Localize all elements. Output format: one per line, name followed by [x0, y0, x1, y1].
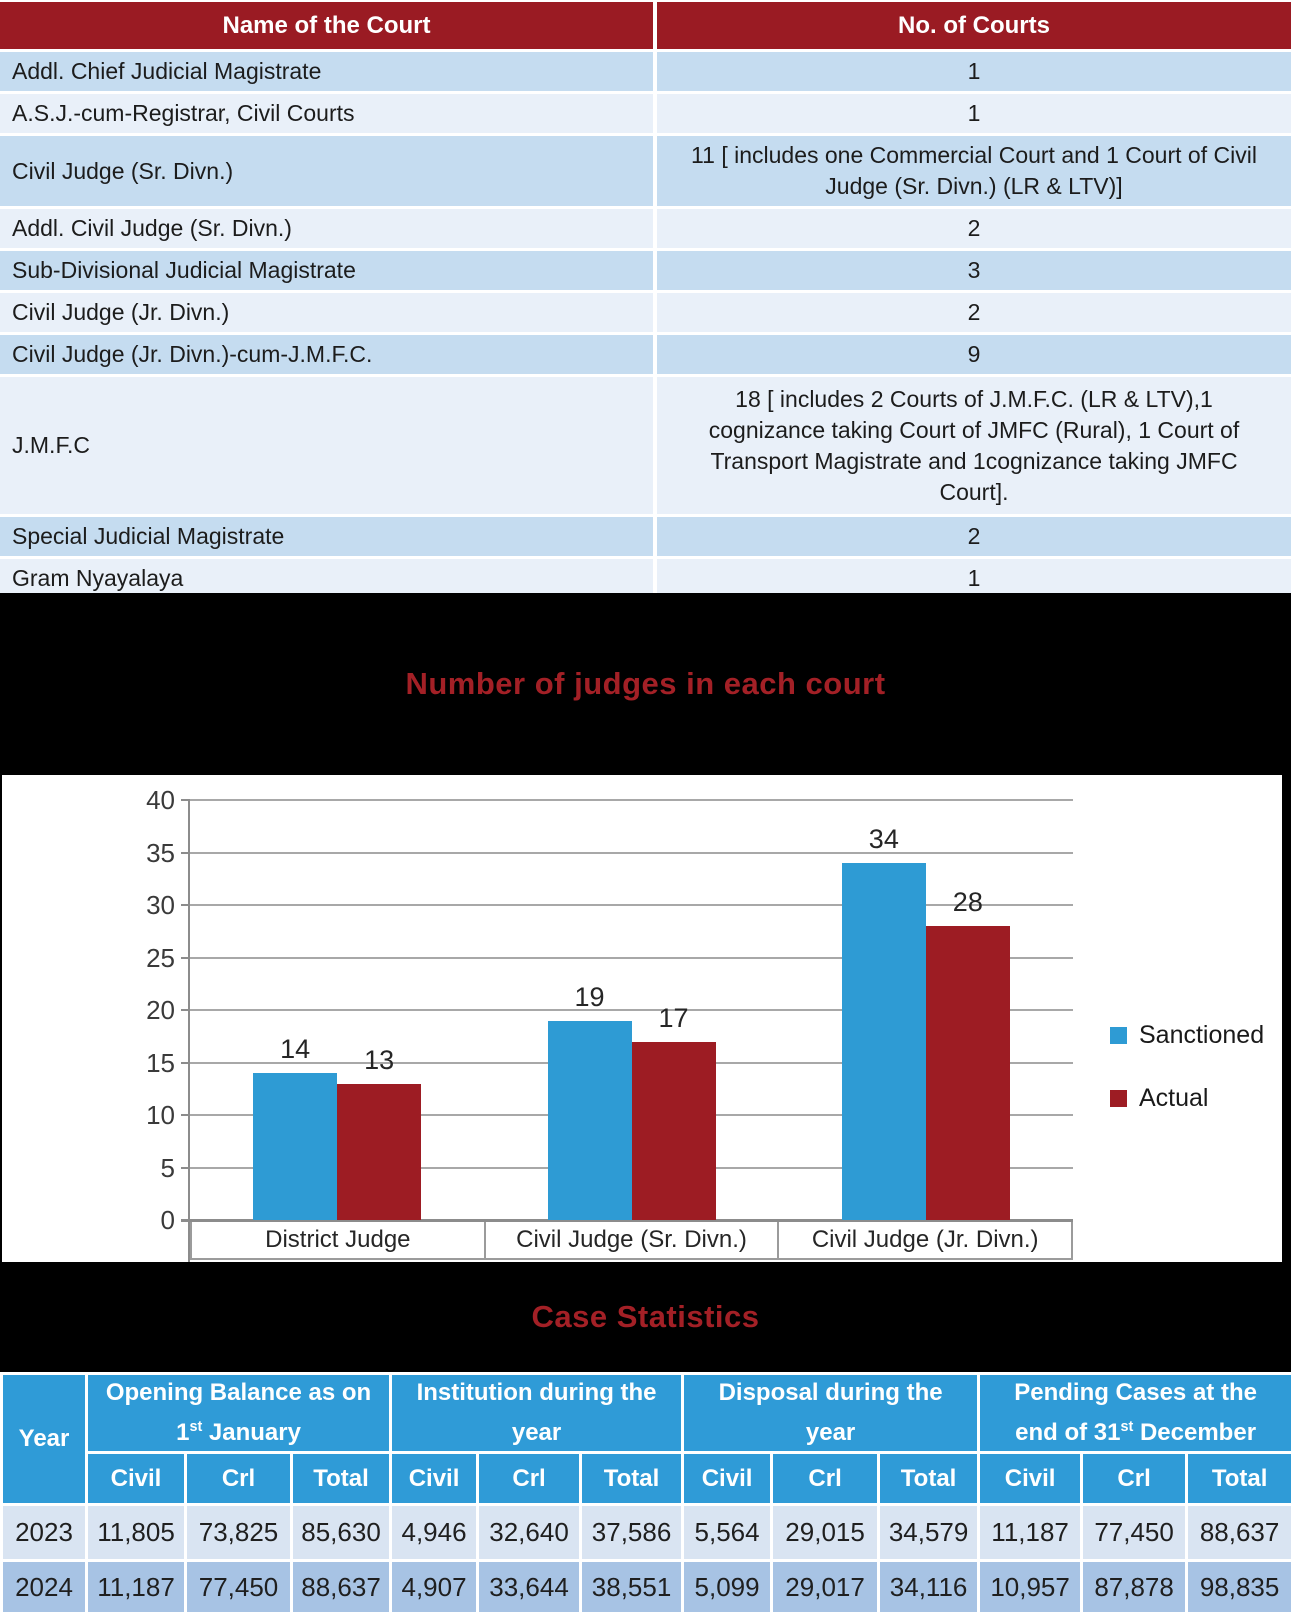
y-axis-tick-label: 30 [113, 890, 175, 920]
table-row [0, 208, 1291, 250]
table-row [0, 516, 1291, 558]
value-cell: 33,644 [478, 1561, 581, 1614]
court-name-cell: A.S.J.-cum-Registrar, Civil Courts [0, 93, 655, 135]
value-cell: 4,946 [391, 1505, 478, 1561]
value-cell: 88,637 [292, 1561, 391, 1614]
legend-swatch-icon [1110, 1090, 1127, 1107]
y-axis-tick-label: 25 [113, 943, 175, 973]
court-name-cell: Addl. Chief Judicial Magistrate [0, 51, 655, 93]
court-name-cell: Civil Judge (Jr. Divn.)-cum-J.M.F.C. [0, 334, 655, 376]
y-axis-tick-label: 35 [113, 838, 175, 868]
table-row [0, 292, 1291, 334]
court-count-cell: 2 [655, 516, 1291, 558]
gridline [190, 799, 1073, 801]
case-header-row-sub [2, 1453, 1291, 1505]
court-name-cell: J.M.F.C [0, 376, 655, 516]
value-cell: 29,017 [772, 1561, 879, 1614]
courts-header-row [0, 1, 1291, 51]
y-axis-tick-label: 40 [113, 785, 175, 815]
table-row [0, 376, 1291, 516]
court-name-cell: Civil Judge (Jr. Divn.) [0, 292, 655, 334]
bar-actual [926, 926, 1010, 1220]
table-row [0, 250, 1291, 292]
subheader-cell: Total [292, 1453, 391, 1505]
value-cell: 5,564 [683, 1505, 772, 1561]
chart-panel [2, 775, 1282, 1262]
case-header-row-groups [2, 1374, 1291, 1453]
judges-title-band [0, 593, 1291, 775]
value-cell: 5,099 [683, 1561, 772, 1614]
category-label: Civil Judge (Jr. Divn.) [779, 1222, 1071, 1258]
court-name-cell: Civil Judge (Sr. Divn.) [0, 135, 655, 208]
table-row [0, 135, 1291, 208]
bar-sanctioned [253, 1073, 337, 1220]
value-cell: 77,450 [1082, 1505, 1187, 1561]
value-cell: 4,907 [391, 1561, 478, 1614]
courts-table [0, 0, 1291, 601]
group-header-cell: Opening Balance as on 1st January [87, 1374, 391, 1453]
value-cell: 11,187 [979, 1505, 1082, 1561]
value-cell: 85,630 [292, 1505, 391, 1561]
bar-value-label: 34 [822, 823, 946, 855]
value-cell: 73,825 [186, 1505, 292, 1561]
court-count-cell: 18 [ includes 2 Courts of J.M.F.C. (LR & LTV),1 cognizance taking Court of JMFC (Rural), 1 Court of Transport Magistrate and 1cognizance taking JMFC Court]. [655, 376, 1291, 516]
legend-label: Sanctioned [1139, 1021, 1264, 1050]
case-statistics-title: Case Statistics [531, 1299, 759, 1335]
legend-item [1110, 1084, 1264, 1113]
category-label: Civil Judge (Sr. Divn.) [486, 1222, 780, 1258]
y-axis-tick-label: 15 [113, 1048, 175, 1078]
table-row [2, 1561, 1291, 1614]
court-name-cell: Addl. Civil Judge (Sr. Divn.) [0, 208, 655, 250]
bar-value-label: 13 [317, 1044, 441, 1076]
court-count-cell: 9 [655, 334, 1291, 376]
subheader-cell: Total [879, 1453, 979, 1505]
value-cell: 88,637 [1187, 1505, 1291, 1561]
subheader-cell: Civil [979, 1453, 1082, 1505]
bar-value-label: 17 [612, 1002, 736, 1034]
year-header-cell: Year [2, 1374, 87, 1505]
y-axis-tick-label: 10 [113, 1100, 175, 1130]
subheader-cell: Total [581, 1453, 683, 1505]
bar-actual [337, 1084, 421, 1221]
category-label: District Judge [192, 1222, 486, 1258]
value-cell: 11,187 [87, 1561, 186, 1614]
court-count-cell: 2 [655, 292, 1291, 334]
case-statistics-table [0, 1372, 1291, 1615]
legend-item [1110, 1021, 1264, 1050]
judges-chart-title: Number of judges in each court [405, 666, 885, 702]
value-cell: 34,579 [879, 1505, 979, 1561]
year-cell: 2023 [2, 1505, 87, 1561]
table-row [0, 334, 1291, 376]
y-axis-tick-label: 5 [113, 1153, 175, 1183]
y-axis-line [188, 800, 190, 1262]
table-row [2, 1505, 1291, 1561]
subheader-cell: Crl [772, 1453, 879, 1505]
court-count-cell: 11 [ includes one Commercial Court and 1 Court of Civil Judge (Sr. Divn.) (LR & LTV)] [655, 135, 1291, 208]
legend-swatch-icon [1110, 1027, 1127, 1044]
court-count-cell: 3 [655, 250, 1291, 292]
bar-actual [632, 1042, 716, 1221]
value-cell: 11,805 [87, 1505, 186, 1561]
court-count-cell: 1 [655, 51, 1291, 93]
value-cell: 34,116 [879, 1561, 979, 1614]
courts-header-count: No. of Courts [655, 1, 1291, 51]
subheader-cell: Civil [683, 1453, 772, 1505]
value-cell: 98,835 [1187, 1561, 1291, 1614]
case-statistics-band [0, 1262, 1291, 1372]
court-name-cell: Sub-Divisional Judicial Magistrate [0, 250, 655, 292]
legend [1110, 1021, 1264, 1113]
y-axis-tick-label: 0 [113, 1205, 175, 1235]
value-cell: 32,640 [478, 1505, 581, 1561]
year-cell: 2024 [2, 1561, 87, 1614]
bar-sanctioned [548, 1021, 632, 1221]
value-cell: 38,551 [581, 1561, 683, 1614]
group-header-cell: Pending Cases at the end of 31st December [979, 1374, 1291, 1453]
court-name-cell: Special Judicial Magistrate [0, 516, 655, 558]
value-cell: 37,586 [581, 1505, 683, 1561]
value-cell: 10,957 [979, 1561, 1082, 1614]
court-name-cell: Gram Nyayalaya [0, 558, 655, 600]
court-count-cell: 1 [655, 93, 1291, 135]
group-header-cell: Institution during the year [391, 1374, 683, 1453]
subheader-cell: Crl [186, 1453, 292, 1505]
courts-header-name: Name of the Court [0, 1, 655, 51]
bar-value-label: 28 [906, 886, 1030, 918]
court-count-cell: 2 [655, 208, 1291, 250]
court-count-cell: 1 [655, 558, 1291, 600]
group-header-cell: Disposal during the year [683, 1374, 979, 1453]
table-row [0, 93, 1291, 135]
legend-label: Actual [1139, 1084, 1208, 1113]
bar-value-label: 14 [233, 1033, 357, 1065]
value-cell: 77,450 [186, 1561, 292, 1614]
table-row [0, 51, 1291, 93]
category-label-band [190, 1222, 1073, 1260]
bar-value-label: 19 [528, 981, 652, 1013]
subheader-cell: Civil [87, 1453, 186, 1505]
subheader-cell: Crl [1082, 1453, 1187, 1505]
value-cell: 29,015 [772, 1505, 879, 1561]
subheader-cell: Crl [478, 1453, 581, 1505]
subheader-cell: Civil [391, 1453, 478, 1505]
value-cell: 87,878 [1082, 1561, 1187, 1614]
y-axis-tick-label: 20 [113, 995, 175, 1025]
subheader-cell: Total [1187, 1453, 1291, 1505]
